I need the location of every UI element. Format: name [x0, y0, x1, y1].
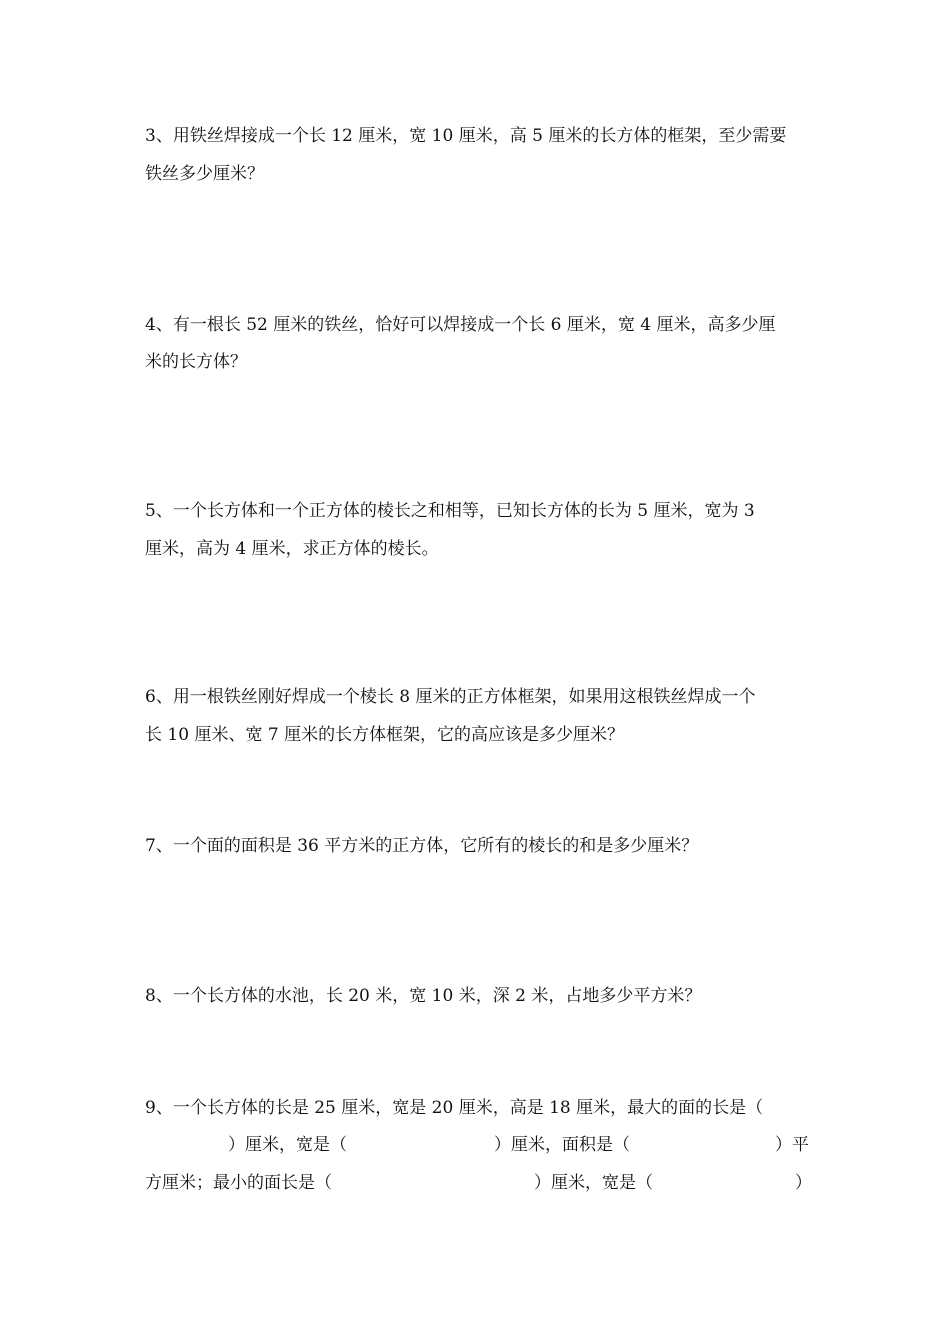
- question-6-line-2: 长 10 厘米、宽 7 厘米的长方体框架，它的高应该是多少厘米？: [145, 725, 625, 745]
- question-9-line-1: 9、一个长方体的长是 25 厘米，宽是 20 厘米，高是 18 厘米，最大的面的长是（: [145, 1098, 764, 1118]
- question-8-line-1: 8、一个长方体的水池，长 20 米，宽 10 米，深 2 米，占地多少平方米？: [145, 986, 702, 1006]
- fill-blank-segment: ）平: [775, 1135, 809, 1155]
- question-4-line-2: 米的长方体？: [145, 352, 247, 372]
- fill-blank-segment: ）: [795, 1173, 812, 1193]
- question-4-line-1: 4、有一根长 52 厘米的铁丝，恰好可以焊接成一个长 6 厘米，宽 4 厘米，高多少厘: [145, 315, 776, 335]
- question-7-line-1: 7、一个面的面积是 36 平方米的正方体，它所有的棱长的和是多少厘米？: [145, 836, 699, 856]
- fill-blank-segment: ）厘米，宽是（: [534, 1173, 653, 1193]
- question-3-line-2: 铁丝多少厘米？: [145, 164, 264, 184]
- fill-blank-segment: ）厘米，宽是（: [228, 1135, 347, 1155]
- question-6-line-1: 6、用一根铁丝刚好焊成一个棱长 8 厘米的正方体框架，如果用这根铁丝焊成一个: [145, 687, 756, 707]
- question-5-line-1: 5、一个长方体和一个正方体的棱长之和相等，已知长方体的长为 5 厘米，宽为 3: [145, 501, 755, 521]
- fill-blank-segment: 方厘米；最小的面长是（: [145, 1173, 332, 1193]
- question-3-line-1: 3、用铁丝焊接成一个长 12 厘米，宽 10 厘米，高 5 厘米的长方体的框架，至少需要: [145, 126, 787, 146]
- fill-blank-segment: ）厘米，面积是（: [494, 1135, 630, 1155]
- question-5-line-2: 厘米，高为 4 厘米，求正方体的棱长。: [145, 539, 439, 559]
